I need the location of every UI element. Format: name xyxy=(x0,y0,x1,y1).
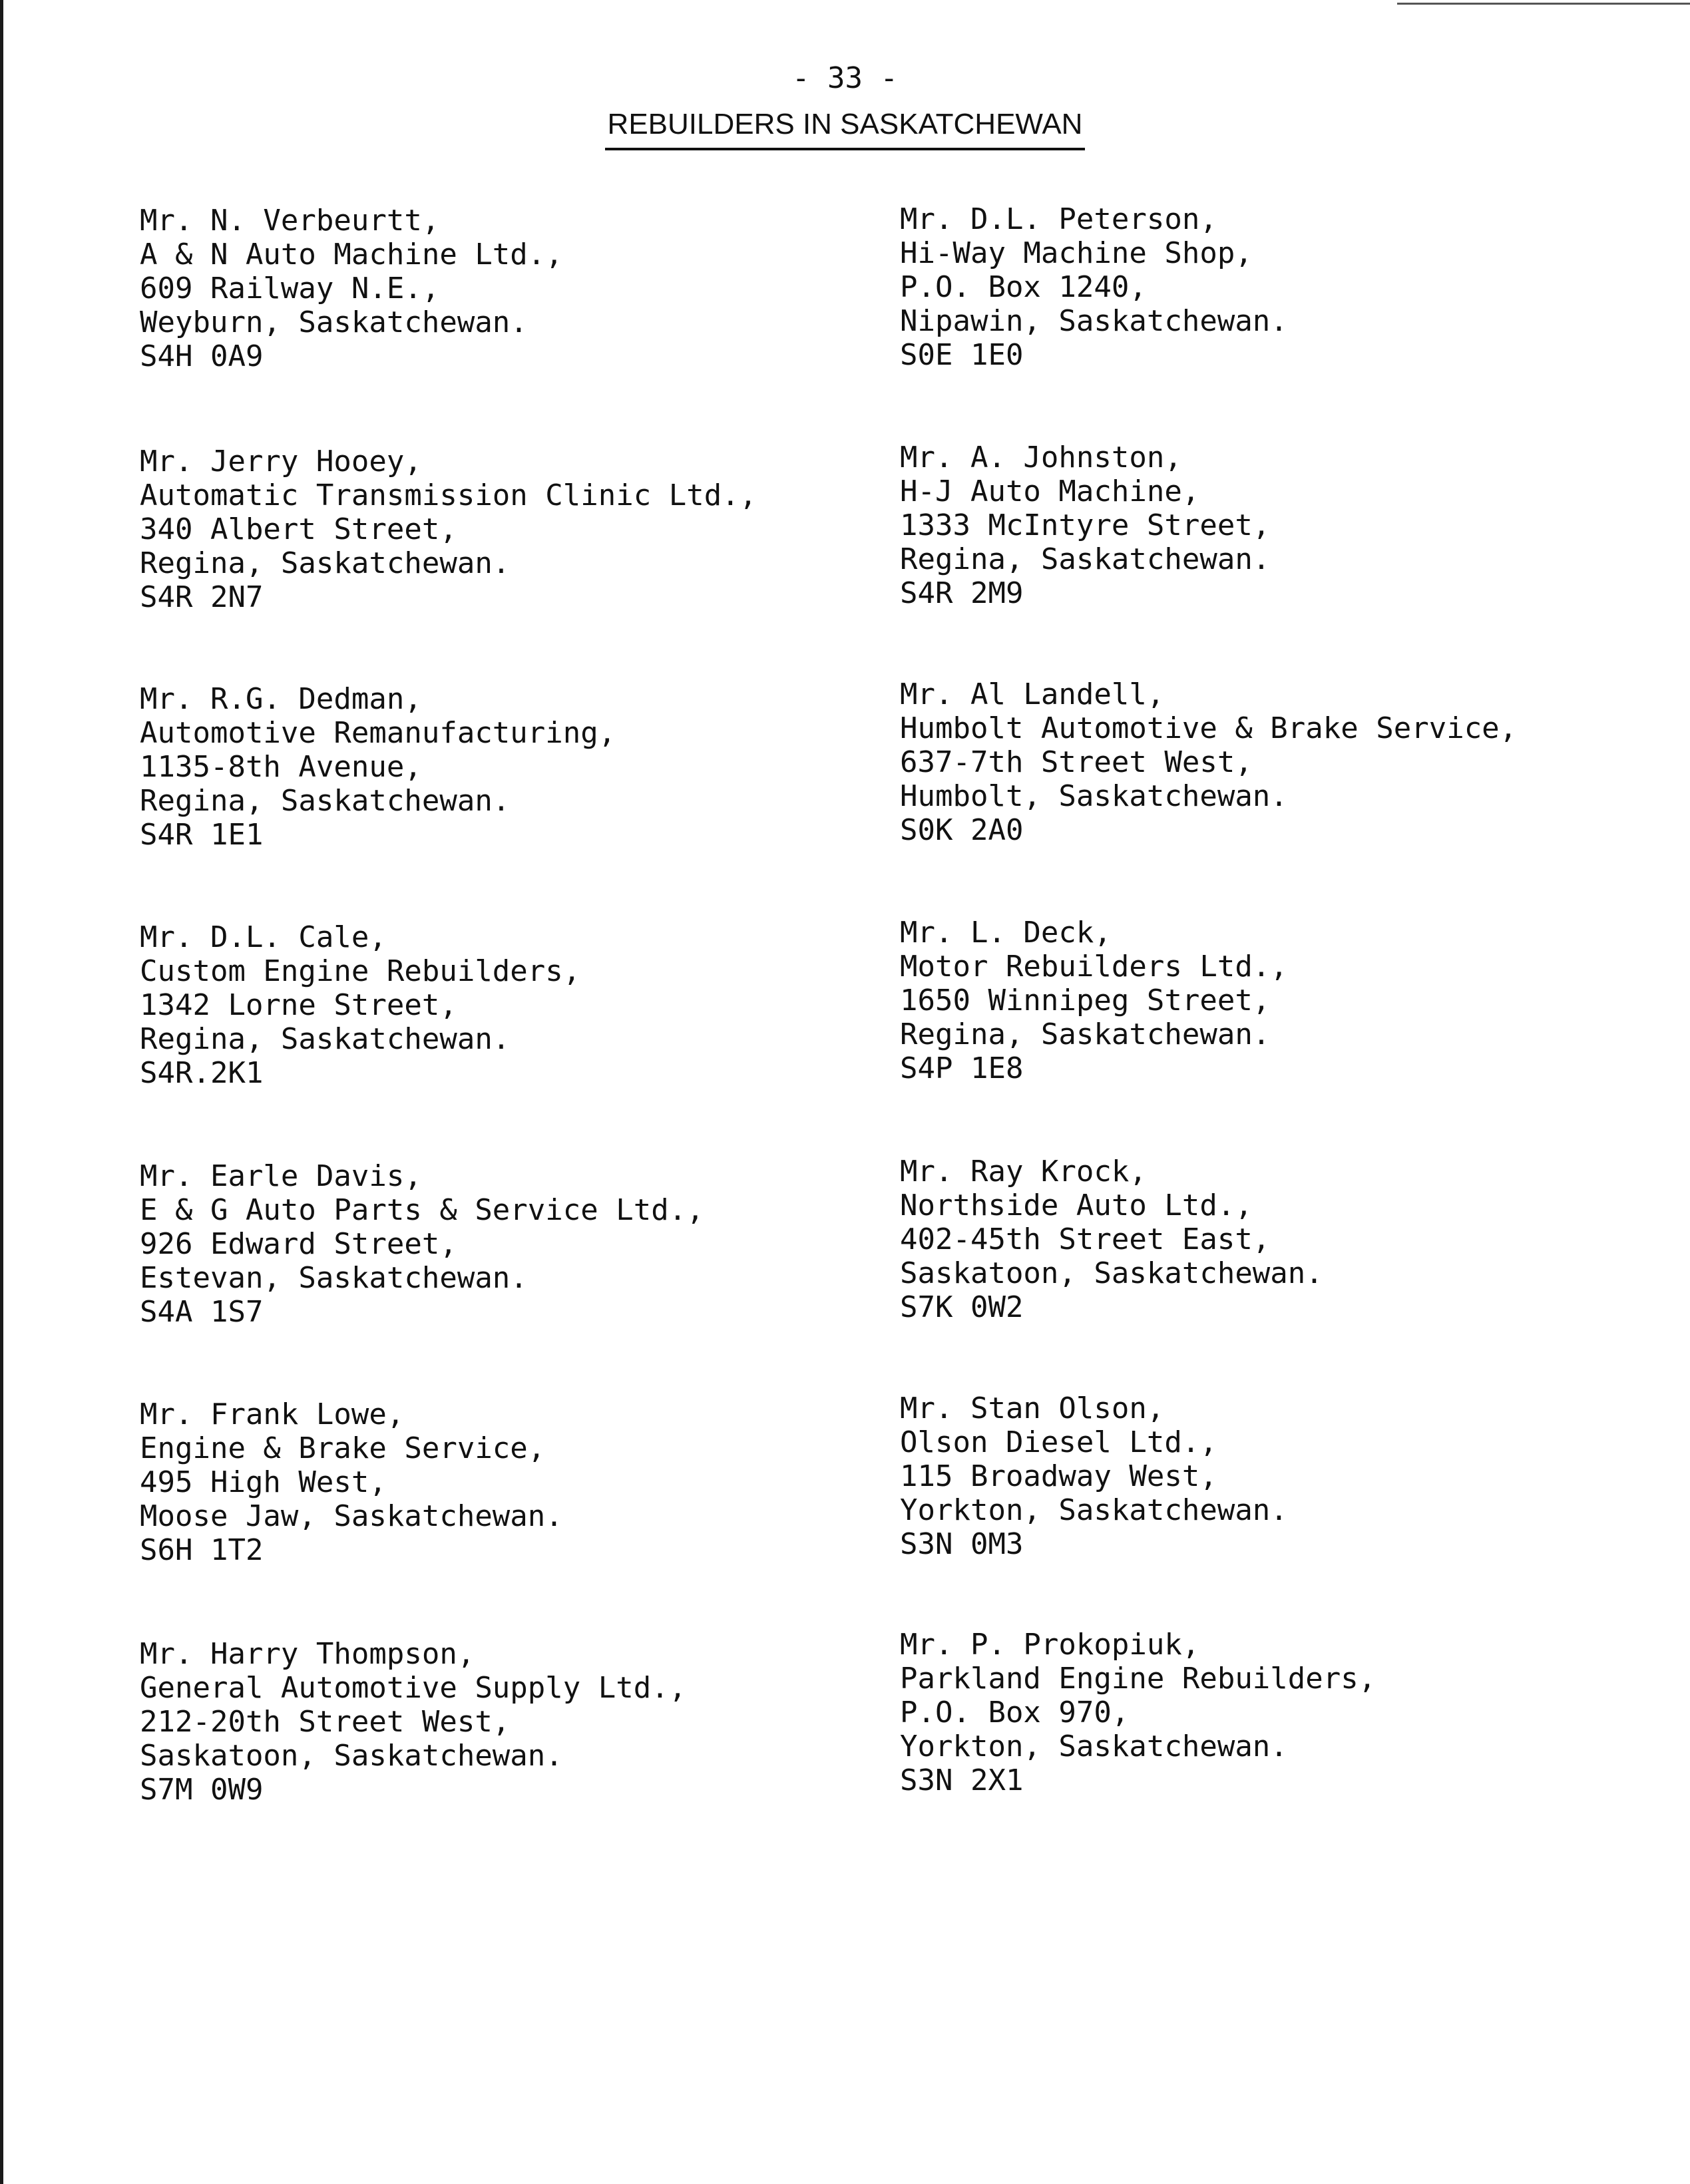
street-address: 495 High West, xyxy=(140,1465,387,1499)
company-name: Olson Diesel Ltd., xyxy=(900,1425,1217,1459)
street-address: 637-7th Street West, xyxy=(900,745,1253,779)
contact-name: Mr. D.L. Peterson, xyxy=(900,202,1217,236)
street-address: 212-20th Street West, xyxy=(140,1705,511,1739)
city-province: Regina, Saskatchewan. xyxy=(900,1017,1271,1051)
street-address: 340 Albert Street, xyxy=(140,512,457,546)
contact-name: Mr. Jerry Hooey, xyxy=(140,445,422,478)
scan-edge-top xyxy=(1397,3,1690,5)
contact-name: Mr. N. Verbeurtt, xyxy=(140,204,440,238)
address-entry xyxy=(900,202,1288,372)
company-name: Motor Rebuilders Ltd., xyxy=(900,950,1288,984)
address-entry xyxy=(140,1637,686,1807)
company-name: Automotive Remanufacturing, xyxy=(140,716,616,750)
contact-name: Mr. Stan Olson, xyxy=(900,1391,1165,1425)
contact-name: Mr. L. Deck, xyxy=(900,916,1112,950)
page-title: REBUILDERS IN SASKATCHEWAN xyxy=(605,105,1086,150)
city-province: Nipawin, Saskatchewan. xyxy=(900,304,1288,338)
contact-name: Mr. Harry Thompson, xyxy=(140,1637,475,1671)
company-name: General Automotive Supply Ltd., xyxy=(140,1671,687,1705)
city-province: Regina, Saskatchewan. xyxy=(140,546,511,580)
address-entry xyxy=(140,204,563,373)
company-name: Northside Auto Ltd., xyxy=(900,1188,1253,1222)
city-province: Weyburn, Saskatchewan. xyxy=(140,305,528,339)
address-entry xyxy=(900,1391,1288,1561)
postal-code: S4A 1S7 xyxy=(140,1295,264,1329)
address-entry xyxy=(900,916,1288,1085)
postal-code: S4H 0A9 xyxy=(140,339,264,373)
postal-code: S4R 2M9 xyxy=(900,576,1024,610)
street-address: 1650 Winnipeg Street, xyxy=(900,984,1271,1017)
street-address: 1135-8th Avenue, xyxy=(140,750,422,784)
contact-name: Mr. R.G. Dedman, xyxy=(140,682,422,716)
city-province: Saskatoon, Saskatchewan. xyxy=(900,1256,1323,1290)
contact-name: Mr. P. Prokopiuk, xyxy=(900,1628,1200,1662)
contact-name: Mr. Frank Lowe, xyxy=(140,1397,405,1431)
street-address: 402-45th Street East, xyxy=(900,1222,1271,1256)
company-name: Parkland Engine Rebuilders, xyxy=(900,1662,1376,1696)
postal-code: S4P 1E8 xyxy=(900,1051,1024,1085)
page-title-wrapper xyxy=(0,105,1690,150)
street-address: P.O. Box 1240, xyxy=(900,270,1147,304)
address-entry xyxy=(140,920,580,1090)
postal-code: S3N 2X1 xyxy=(900,1763,1024,1797)
scan-edge-left xyxy=(0,0,3,2184)
street-address: 609 Railway N.E., xyxy=(140,272,440,305)
city-province: Regina, Saskatchewan. xyxy=(140,1022,511,1056)
contact-name: Mr. Al Landell, xyxy=(900,677,1165,711)
street-address: 115 Broadway West, xyxy=(900,1459,1217,1493)
postal-code: S7M 0W9 xyxy=(140,1773,264,1807)
street-address: 1342 Lorne Street, xyxy=(140,988,457,1022)
postal-code: S7K 0W2 xyxy=(900,1290,1024,1324)
postal-code: S0E 1E0 xyxy=(900,338,1024,372)
address-entry xyxy=(140,1397,563,1567)
postal-code: S4R.2K1 xyxy=(140,1056,264,1090)
city-province: Regina, Saskatchewan. xyxy=(140,784,511,818)
address-entry xyxy=(900,1628,1376,1797)
address-entry xyxy=(900,677,1517,847)
contact-name: Mr. Ray Krock, xyxy=(900,1155,1147,1188)
city-province: Yorkton, Saskatchewan. xyxy=(900,1493,1288,1527)
address-entry xyxy=(140,682,616,852)
contact-name: Mr. D.L. Cale, xyxy=(140,920,387,954)
company-name: Humbolt Automotive & Brake Service, xyxy=(900,711,1518,745)
street-address: P.O. Box 970, xyxy=(900,1696,1130,1729)
city-province: Estevan, Saskatchewan. xyxy=(140,1261,528,1295)
contact-name: Mr. A. Johnston, xyxy=(900,441,1182,474)
company-name: H-J Auto Machine, xyxy=(900,474,1200,508)
address-entry xyxy=(900,441,1270,610)
city-province: Yorkton, Saskatchewan. xyxy=(900,1729,1288,1763)
city-province: Saskatoon, Saskatchewan. xyxy=(140,1739,563,1773)
company-name: A & N Auto Machine Ltd., xyxy=(140,238,563,272)
street-address: 1333 McIntyre Street, xyxy=(900,508,1271,542)
company-name: Hi-Way Machine Shop, xyxy=(900,236,1253,270)
city-province: Humbolt, Saskatchewan. xyxy=(900,779,1288,813)
street-address: 926 Edward Street, xyxy=(140,1227,457,1261)
city-province: Regina, Saskatchewan. xyxy=(900,542,1271,576)
company-name: E & G Auto Parts & Service Ltd., xyxy=(140,1193,704,1227)
company-name: Automatic Transmission Clinic Ltd., xyxy=(140,478,757,512)
company-name: Engine & Brake Service, xyxy=(140,1431,546,1465)
company-name: Custom Engine Rebuilders, xyxy=(140,954,581,988)
city-province: Moose Jaw, Saskatchewan. xyxy=(140,1499,563,1533)
postal-code: S6H 1T2 xyxy=(140,1533,264,1567)
address-entry xyxy=(140,1159,704,1329)
contact-name: Mr. Earle Davis, xyxy=(140,1159,422,1193)
address-entry xyxy=(140,445,757,614)
postal-code: S4R 2N7 xyxy=(140,580,264,614)
postal-code: S4R 1E1 xyxy=(140,818,264,852)
page-number: - 33 - xyxy=(792,61,898,95)
postal-code: S3N 0M3 xyxy=(900,1527,1024,1561)
address-entry xyxy=(900,1155,1323,1324)
postal-code: S0K 2A0 xyxy=(900,813,1024,847)
